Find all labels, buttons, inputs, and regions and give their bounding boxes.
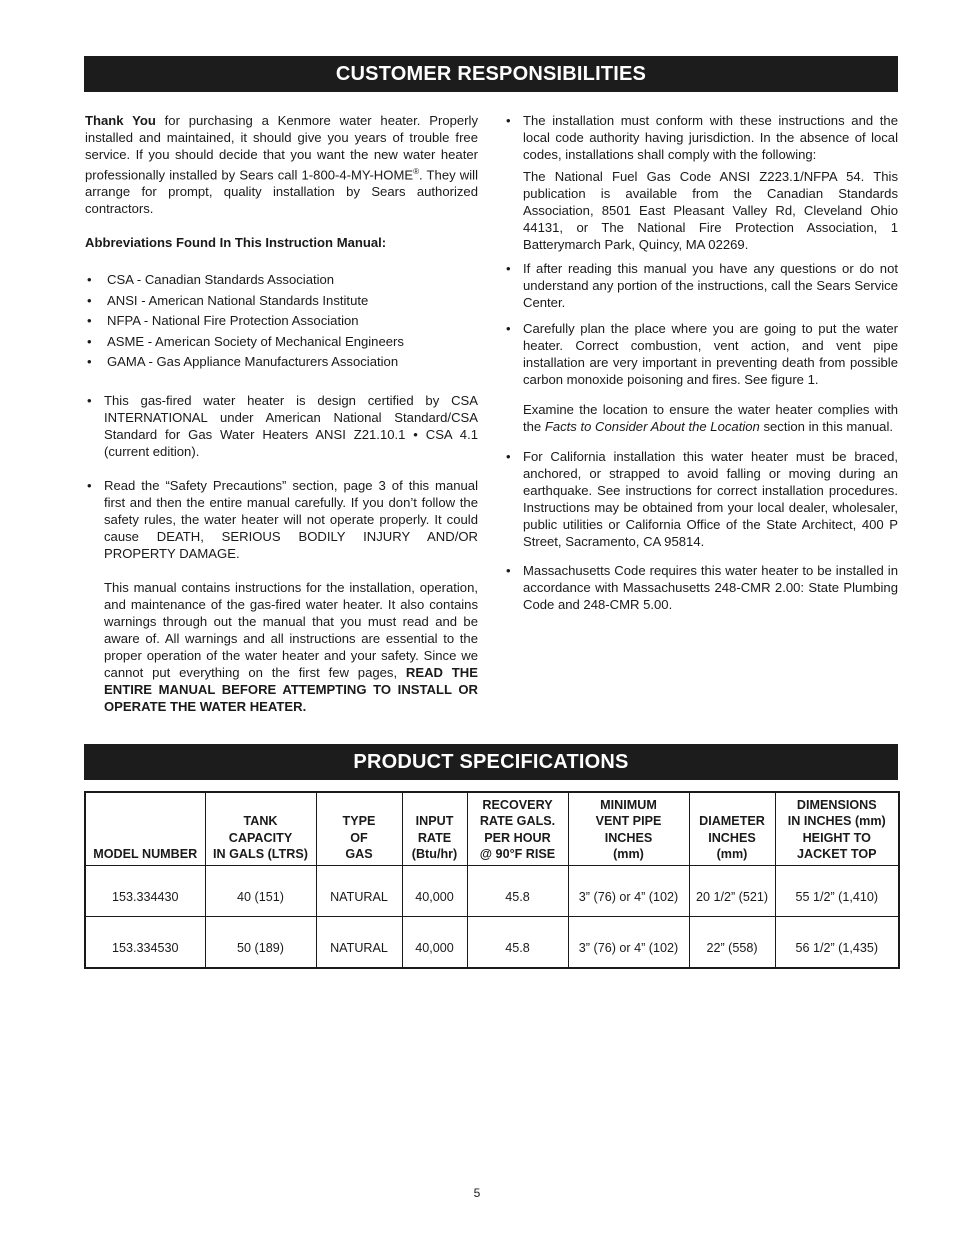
column-header (568, 792, 689, 866)
table-row (85, 917, 899, 969)
abbreviation-item (85, 353, 478, 374)
column-header-line: RATE (417, 830, 452, 845)
column-header (85, 792, 205, 866)
bullet-dot: • (87, 292, 92, 308)
abbreviation-item (85, 333, 478, 354)
abbreviation-text: ANSI - American National Standards Institute (107, 292, 369, 308)
table-cell: NATURAL (316, 866, 402, 917)
abbreviations-heading: Abbreviations Found In This Instruction Manual: (85, 235, 387, 251)
specifications-table (84, 791, 900, 969)
column-header-line: (mm) (613, 846, 644, 861)
table-cell: 20 1/2” (521) (689, 866, 775, 917)
bullet-california (504, 448, 898, 550)
left-column (85, 112, 478, 715)
abbreviations-list (85, 271, 478, 374)
right-column (504, 112, 898, 613)
product-specifications-heading: PRODUCT SPECIFICATIONS (84, 744, 898, 780)
examine-location-text: Examine the location to ensure the water heater complies with the (523, 402, 898, 434)
intro-text: for purchasing a Kenmore water heater. Properly installed and maintained, it should give you years of trouble free service. If you should decide that you want the new water heater professionally installed by Sears call 1-800-4-MY-HOME (85, 113, 478, 183)
column-header-line: INPUT (415, 814, 454, 829)
column-header-line: MODEL NUMBER (93, 846, 198, 861)
bullet-dot: • (506, 449, 511, 464)
abbreviation-text: NFPA - National Fire Protection Association (107, 313, 359, 329)
column-header-line: INCHES (708, 830, 756, 845)
intro-text-2: . They will arrange for prompt, quality installation by Sears authorized contractors. (85, 167, 478, 217)
table-cell: 55 1/2” (1,410) (775, 866, 899, 917)
registered-mark: ® (413, 167, 419, 176)
column-header-line: RECOVERY (482, 798, 553, 813)
examine-location-paragraph (523, 401, 898, 435)
table-body (85, 866, 899, 969)
intro-bold: Thank You (85, 113, 156, 128)
facts-section-reference: Facts to Consider About the Location (544, 419, 760, 434)
bullet-massachusetts (504, 562, 898, 613)
bullet-dot: • (87, 313, 92, 329)
customer-responsibilities-heading: CUSTOMER RESPONSIBILITIES (84, 56, 898, 92)
bullet-dot: • (506, 321, 511, 336)
bullet-dot: • (87, 392, 92, 408)
column-header-line: @ 90°F RISE (479, 846, 556, 861)
table-cell: 153.334530 (85, 917, 205, 969)
bullet-dot: • (87, 477, 92, 493)
bullet-dot: • (87, 272, 92, 288)
column-header-line: VENT PIPE (595, 814, 662, 829)
abbreviation-text: GAMA - Gas Appliance Manufacturers Association (107, 354, 399, 370)
table-cell: 45.8 (467, 917, 568, 969)
table-header-row (85, 792, 899, 866)
bullet-installation-codes (504, 112, 898, 253)
column-header (402, 792, 467, 866)
column-header (205, 792, 316, 866)
questions-text: If after reading this manual you have any questions or do not understand any portion of the instructions, call the Sears Service Center. (523, 261, 898, 310)
column-header-line: PER HOUR (484, 830, 551, 845)
table-cell: 40 (151) (205, 866, 316, 917)
table-cell: 50 (189) (205, 917, 316, 969)
bullet-dot: • (506, 113, 511, 128)
bullet-certification (85, 392, 478, 460)
column-header-line: IN GALS (LTRS) (213, 846, 308, 861)
massachusetts-text: Massachusetts Code requires this water heater to be installed in accordance with Massachusetts 248-CMR 2.00: State Plumbing Code and 248-CMR 5.00. (523, 563, 898, 612)
table-cell: 40,000 (402, 866, 467, 917)
california-text: For California installation this water heater must be braced, anchored, or strapped to avoid falling or moving during an earthquake. See instructions for correct installation procedures. Instructions may be obtained from your local dealer, wholesaler, public utilities or California Office of the State Architect, 400 P Street, Sacramento, CA 95814. (523, 449, 898, 549)
column-header-line: CAPACITY (228, 830, 293, 845)
column-header-line: TANK (243, 814, 278, 829)
plan-location-text: Carefully plan the place where you are going to put the water heater. Correct combustion, vent action, and vent pipe installation are very important in preventing death from possible carbon monoxide poisoning and fires. See figure 1. (523, 321, 898, 387)
table-row (85, 866, 899, 917)
bullet-plan-location (504, 320, 898, 435)
column-header-line: DIAMETER (699, 814, 765, 829)
column-header-line: TYPE (342, 814, 376, 829)
fuel-gas-code-paragraph: The National Fuel Gas Code ANSI Z223.1/NFPA 54. This publication is available from the Canadian Standards Association, 8501 East Pleasant Valley Rd, Cleveland Ohio 44131, or The National Fire Protection Association, 1 Batterymarch Park, Quincy, MA 02269. (523, 169, 898, 252)
page-number: 5 (473, 1186, 481, 1200)
certification-text: This gas-fired water heater is design certified by CSA INTERNATIONAL under American National Standard/CSA Standard for Gas Water Heaters ANSI Z21.10.1 • CSA 4.1 (current edition). (104, 392, 478, 459)
column-header-line: (Btu/hr) (411, 846, 458, 861)
bullet-dot: • (87, 354, 92, 370)
column-header (689, 792, 775, 866)
installation-codes-text: The installation must conform with these instructions and the local code authority having jurisdiction. In the absence of local codes, installations shall comply with the following: (523, 113, 898, 162)
abbreviation-text: ASME - American Society of Mechanical Engineers (107, 333, 404, 349)
bullet-dot: • (506, 563, 511, 578)
bullet-dot: • (87, 333, 92, 349)
bullet-dot: • (506, 261, 511, 276)
table-cell: 3” (76) or 4” (102) (568, 917, 689, 969)
column-header-line: RATE GALS. (479, 814, 556, 829)
table-cell: 22” (558) (689, 917, 775, 969)
bullet-safety-precautions (85, 477, 478, 715)
manual-contents-paragraph (104, 579, 478, 715)
table-cell: 153.334430 (85, 866, 205, 917)
read-manual-warning: READ THE ENTIRE MANUAL BEFORE ATTEMPTING TO INSTALL OR OPERATE THE WATER HEATER. (104, 664, 478, 714)
abbreviation-item (85, 271, 478, 292)
table-cell: 3” (76) or 4” (102) (568, 866, 689, 917)
column-header (316, 792, 402, 866)
column-header-line: DIMENSIONS (796, 798, 877, 813)
manual-contents-text: This manual contains instructions for the installation, operation, and maintenance of the gas-fired water heater. It also contains warnings through out the manual that you must read and be aware of. All warnings and all instructions are essential to the proper operation of the water heater and your safety. Since we cannot put everything on the first few pages, (104, 579, 478, 680)
column-header-line: MINIMUM (600, 798, 657, 813)
table-cell: 45.8 (467, 866, 568, 917)
abbreviation-text: CSA - Canadian Standards Association (107, 272, 335, 288)
column-header-line: IN INCHES (mm) (787, 814, 886, 829)
abbreviation-item (85, 292, 478, 313)
column-header-line: JACKET TOP (796, 846, 877, 861)
column-header (775, 792, 899, 866)
table-cell: NATURAL (316, 917, 402, 969)
column-header (467, 792, 568, 866)
intro-paragraph (85, 112, 478, 217)
examine-location-text-2: section in this manual. (759, 419, 894, 434)
column-header-line: INCHES (604, 830, 653, 845)
abbreviation-item (85, 312, 478, 333)
column-header-line: OF (350, 830, 368, 845)
column-header-line: (mm) (716, 846, 748, 861)
table-cell: 56 1/2” (1,435) (775, 917, 899, 969)
bullet-questions (504, 260, 898, 311)
table-cell: 40,000 (402, 917, 467, 969)
safety-precautions-text: Read the “Safety Precautions” section, page 3 of this manual first and then the entire manual carefully. If you don’t follow the safety rules, the water heater will not operate properly. It could cause DEATH, SERIOUS BODILY INJURY AND/OR PROPERTY DAMAGE. (104, 477, 478, 561)
column-header-line: HEIGHT TO (802, 830, 871, 845)
column-header-line: GAS (345, 846, 373, 861)
